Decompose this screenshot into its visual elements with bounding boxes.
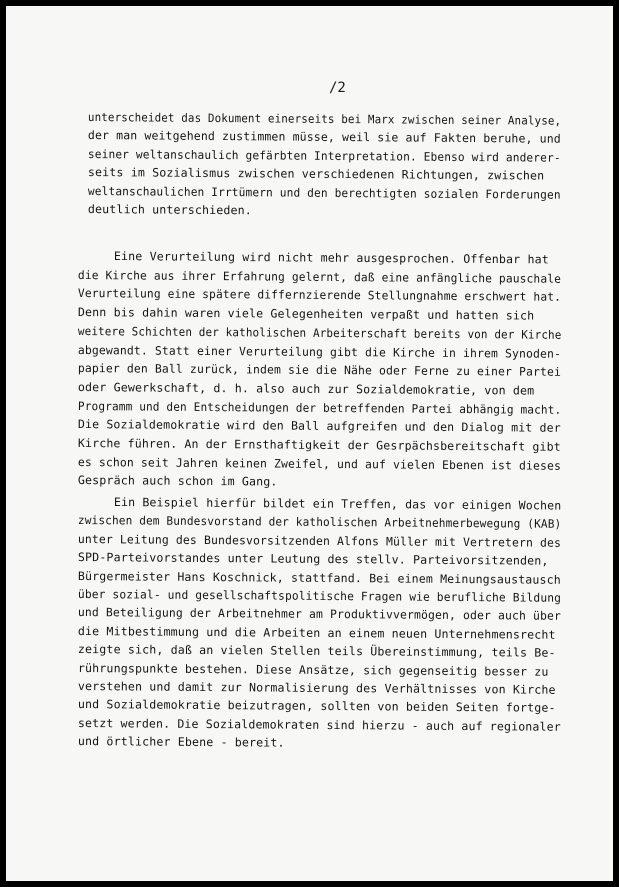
- text-line: Gespräch auch schon im Gang.: [77, 473, 278, 489]
- text-line: Kirche führen. An der Ernsthaftigkeit der Gesrpächsbereitschaft gibt: [77, 436, 561, 454]
- text-line: setzt werden. Die Sozialdemokraten sind hierzu - auch auf regionaler: [77, 715, 561, 734]
- text-line: unterscheidet das Dokument einerseits bei Marx zwischen seiner Analyse,: [87, 110, 562, 128]
- text-line: zwischen dem Bundesvorstand der katholischen Arbeitnehmerbewegung (KAB): [77, 513, 562, 532]
- text-line: Ein Beispiel hierfür bildet ein Treffen, das vor einigen Wochen: [113, 495, 562, 513]
- text-line: weltanschaulichen Irrtümern und den berechtigten sozialen Forderungen: [87, 183, 561, 202]
- text-line: Programm und den Entscheidungen der betreffenden Partei abhängig macht.: [77, 398, 562, 417]
- text-line: unter Leitung des Bundesvorsitzenden Alfons Müller mit Vertretern des: [77, 531, 562, 550]
- text-line: die Mitbestimmung und die Arbeiten an einem neuen Unternehmensrecht: [77, 623, 556, 642]
- text-line: verstehen und damit zur Normalisierung des Verhältnisses von Kirche: [77, 679, 556, 697]
- text-line: seits im Sozialismus zwischen verschiedenen Richtungen, zwischen: [87, 165, 545, 183]
- text-line: seiner weltanschaulich gefärbten Interpretation. Ebenso wird anderer-: [87, 146, 561, 165]
- text-line: und Beteiligung der Arbeitnehmer am Produktivvermögen, oder auch über: [77, 605, 562, 624]
- text-line: Eine Verurteilung wird nicht mehr ausgesprochen. Offenbar hat: [113, 249, 549, 267]
- text-line: papier den Ball zurück, indem sie die Nähe oder Ferne zu einer Partei: [77, 361, 562, 379]
- text-line: weitere Schichten der katholischen Arbeiterschaft bereits von der Kirche: [77, 323, 562, 342]
- document-page: [6, 6, 613, 881]
- text-line: Die Sozialdemokratie wird den Ball aufgreifen und den Dialog mit der: [77, 417, 561, 436]
- text-line: rührungspunkte bestehen. Diese Ansätze, sich gegenseitig besser zu: [77, 660, 549, 679]
- text-line: oder Gewerkschaft, d. h. also auch zur Sozialdemokratie, von dem: [77, 379, 535, 398]
- text-line: deutlich unterschieden.: [87, 202, 252, 218]
- text-line: und Sozialdemokratie beizutragen, sollten von beiden Seiten fortge-: [77, 697, 556, 716]
- text-line: Verurteilung eine spätere differnzierende Stellungnahme erschwert hat.: [77, 286, 562, 305]
- text-line: über sozial- und gesellschaftspolitische Fragen wie berufliche Bildung: [77, 587, 562, 605]
- text-line: es schon seit Jahren keinen Zweifel, und auf vielen Ebenen ist dieses: [77, 454, 562, 473]
- text-line: Bürgermeister Hans Koschnick, stattfand. Bei einem Meinungsaustausch: [77, 568, 561, 587]
- text-line: abgewandt. Statt einer Verurteilung gibt die Kirche in ihrem Synoden-: [77, 342, 562, 361]
- page-number: /2: [329, 80, 346, 96]
- text-line: und örtlicher Ebene - bereit.: [77, 734, 285, 750]
- text-line: SPD-Parteivorstandes unter Leutung des stellv. Parteivorsitzenden,: [77, 550, 549, 568]
- text-line: zeigte sich, daß an vielen Stellen teils Übereinstimmung, teils Be-: [77, 642, 556, 660]
- text-line: der man weitgehend zustimmen müsse, weil sie auf Fakten beruhe, und: [87, 128, 561, 147]
- text-line: Denn bis dahin waren viele Gelegenheiten verpaßt und hatten sich: [77, 305, 535, 323]
- text-line: die Kirche aus ihrer Erfahrung gelernt, daß eine anfängliche pauschale: [77, 267, 562, 286]
